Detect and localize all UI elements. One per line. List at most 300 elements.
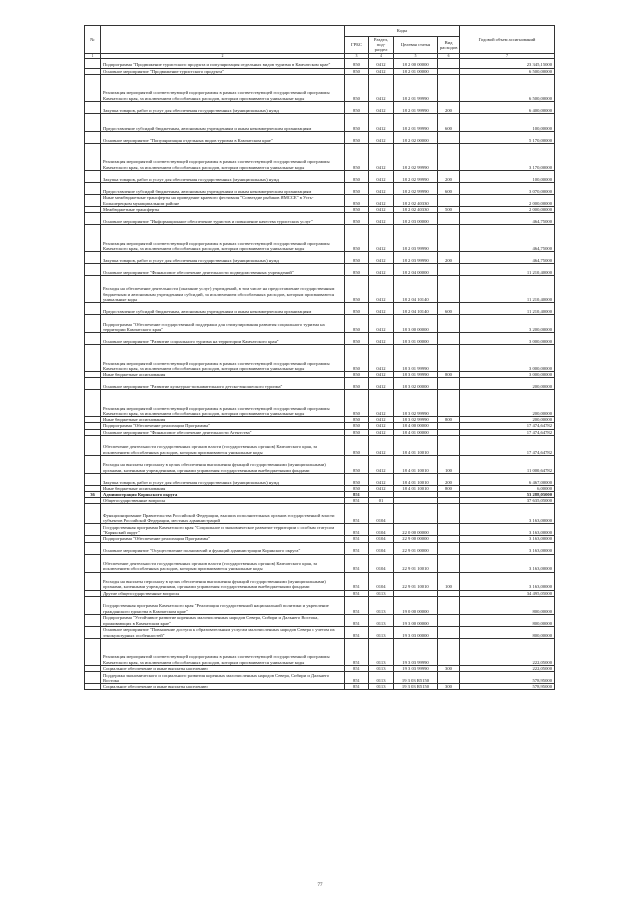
table-row bbox=[85, 614, 555, 626]
row-name-cell: Расходы на выплаты персоналу в целях обеспечения выполнения функций государственными (муниципальными) органами, казенными учреждениями, органами управления государственными внебюджетными фондами bbox=[101, 455, 345, 473]
row-razdel-cell: 0412 bbox=[369, 455, 394, 473]
row-sum-cell: 3 170,00000 bbox=[460, 143, 555, 170]
row-grbs-cell: 850 bbox=[345, 485, 369, 491]
header-grbs: ГРБС bbox=[345, 37, 369, 54]
row-target-article-cell: 18 2 01 00000 bbox=[394, 68, 438, 74]
row-sum-cell: 5 170,00000 bbox=[460, 131, 555, 143]
row-target-article-cell: 19 3 03 99990 bbox=[394, 665, 438, 671]
table-row bbox=[85, 378, 555, 390]
row-razdel-cell: 0412 bbox=[369, 252, 394, 264]
row-name-cell: Иные бюджетные ассигнования bbox=[101, 417, 345, 423]
row-name-cell: Обеспечение деятельности государственных органов власти (государственных органов) Камчатского края, за исключением обособленных расходов, которым присваиваются уникальные коды bbox=[101, 554, 345, 572]
column-number-cell: 4 bbox=[369, 53, 394, 58]
row-razdel-cell: 0412 bbox=[369, 74, 394, 101]
column-number-cell: 3 bbox=[345, 53, 369, 58]
row-razdel-cell: 0412 bbox=[369, 372, 394, 378]
row-grbs-cell: 850 bbox=[345, 435, 369, 455]
row-number-cell bbox=[85, 315, 101, 333]
row-name-cell: Подпрограмма "Устойчивое развитие коренных малочисленных народов Севера, Сибири и Дальнего Востока, проживающих в Камчатском крае" bbox=[101, 614, 345, 626]
row-target-article-cell bbox=[394, 504, 438, 524]
row-target-article-cell: 19 3 03 R5150 bbox=[394, 672, 438, 684]
row-name-cell: Основное мероприятие "Финансовое обеспечение деятельности Агентства" bbox=[101, 429, 345, 435]
table-row bbox=[85, 252, 555, 264]
row-razdel-cell: 0412 bbox=[369, 225, 394, 252]
table-row bbox=[85, 225, 555, 252]
row-target-article-cell: 18 3 01 00000 bbox=[394, 333, 438, 345]
row-sum-cell: 800,00000 bbox=[460, 614, 555, 626]
row-name-cell: Предоставление субсидий бюджетным, автономным учреждениям и иным некоммерческим организациям bbox=[101, 113, 345, 131]
row-expense-type-cell: 200 bbox=[438, 473, 460, 485]
row-sum-cell: 6 400,00000 bbox=[460, 101, 555, 113]
row-grbs-cell: 851 bbox=[345, 492, 369, 498]
row-expense-type-cell bbox=[438, 213, 460, 225]
row-number-cell bbox=[85, 131, 101, 143]
table-row bbox=[85, 333, 555, 345]
row-expense-type-cell bbox=[438, 264, 460, 276]
row-grbs-cell: 851 bbox=[345, 524, 369, 536]
row-grbs-cell: 851 bbox=[345, 542, 369, 554]
row-number-cell bbox=[85, 435, 101, 455]
row-name-cell: Основное мероприятие "Развитие культурно-познавательного детско-юношеского туризма" bbox=[101, 378, 345, 390]
row-sum-cell: 6,00000 bbox=[460, 485, 555, 491]
row-sum-cell: 11 210,40000 bbox=[460, 264, 555, 276]
row-target-article-cell: 18 3 02 99990 bbox=[394, 417, 438, 423]
row-grbs-cell: 850 bbox=[345, 113, 369, 131]
row-name-cell: Подпрограмма "Обеспечение государственной поддержки для стимулирования развития социального туризма на территории Камчатского края" bbox=[101, 315, 345, 333]
row-razdel-cell: 0113 bbox=[369, 626, 394, 638]
table-row bbox=[85, 182, 555, 194]
row-razdel-cell: 0104 bbox=[369, 504, 394, 524]
row-name-cell: Иные межбюджетные трансферты на проведение краевого фестиваля "Созвездие рыбаков ЯМССЕ" в Усть-Большерецком муниципальном районе bbox=[101, 194, 345, 206]
row-grbs-cell: 851 bbox=[345, 672, 369, 684]
row-grbs-cell: 851 bbox=[345, 596, 369, 614]
row-grbs-cell: 850 bbox=[345, 429, 369, 435]
row-sum-cell: 3 000,00000 bbox=[460, 345, 555, 372]
row-target-article-cell: 18 2 01 99990 bbox=[394, 74, 438, 101]
row-razdel-cell: 0412 bbox=[369, 315, 394, 333]
row-razdel-cell: 01 bbox=[369, 498, 394, 504]
row-sum-cell: 37 635,05000 bbox=[460, 498, 555, 504]
row-name-cell: Подпрограмма "Обеспечение реализации Программы" bbox=[101, 536, 345, 542]
row-razdel-cell: 0412 bbox=[369, 345, 394, 372]
row-grbs-cell: 851 bbox=[345, 572, 369, 590]
row-expense-type-cell: 200 bbox=[438, 170, 460, 182]
table-row bbox=[85, 455, 555, 473]
row-target-article-cell: 19 3 00 00000 bbox=[394, 614, 438, 626]
row-sum-cell: 53 288,05000 bbox=[460, 492, 555, 498]
row-name-cell: Основное мероприятие "Повышение доступа к образовательным услугам малочисленных народов Севера с учетом их этнокультурных особенностей" bbox=[101, 626, 345, 638]
row-razdel-cell: 0412 bbox=[369, 182, 394, 194]
row-razdel-cell: 0412 bbox=[369, 485, 394, 491]
row-number-cell bbox=[85, 170, 101, 182]
row-number-cell bbox=[85, 58, 101, 68]
row-grbs-cell: 850 bbox=[345, 213, 369, 225]
row-name-cell: Поддержка экономического и социального развития коренных малочисленных народов Севера, Сибири и Дальнего Востока bbox=[101, 672, 345, 684]
row-target-article-cell: 18 2 04 00000 bbox=[394, 264, 438, 276]
table-row bbox=[85, 213, 555, 225]
row-name-cell: Закупка товаров, работ и услуг для обеспечения государственных (муниципальных) нужд bbox=[101, 101, 345, 113]
row-target-article-cell: 18 3 02 99990 bbox=[394, 390, 438, 417]
row-razdel-cell: 0113 bbox=[369, 590, 394, 596]
row-expense-type-cell bbox=[438, 614, 460, 626]
row-razdel-cell: 0412 bbox=[369, 378, 394, 390]
table-row bbox=[85, 390, 555, 417]
row-name-cell: Социальное обеспечение и иные выплаты населению bbox=[101, 684, 345, 690]
row-razdel-cell: 0113 bbox=[369, 638, 394, 665]
row-name-cell: Основное мероприятие "Развитие социального туризма на территории Камчатского края" bbox=[101, 333, 345, 345]
row-expense-type-cell: 200 bbox=[438, 101, 460, 113]
row-name-cell: Закупка товаров, работ и услуг для обеспечения государственных (муниципальных) нужд bbox=[101, 252, 345, 264]
row-razdel-cell: 0412 bbox=[369, 170, 394, 182]
row-sum-cell: 3 000,00000 bbox=[460, 333, 555, 345]
row-razdel-cell: 0104 bbox=[369, 572, 394, 590]
row-sum-cell: 222,05000 bbox=[460, 638, 555, 665]
row-expense-type-cell bbox=[438, 58, 460, 68]
row-number-cell bbox=[85, 542, 101, 554]
row-grbs-cell: 850 bbox=[345, 225, 369, 252]
row-name-cell: Государственная программа Камчатского края "Реализация государственной национальной политики и укрепление гражданского единства в Камчатском крае" bbox=[101, 596, 345, 614]
row-grbs-cell: 850 bbox=[345, 345, 369, 372]
row-name-cell: Основное мероприятие "Осуществление полномочий и функций администрации Корякского округа" bbox=[101, 542, 345, 554]
row-name-cell: Межбюджетные трансферты bbox=[101, 206, 345, 212]
row-number-cell bbox=[85, 672, 101, 684]
header-expense-type: Вид расходов bbox=[438, 37, 460, 54]
row-number-cell bbox=[85, 225, 101, 252]
table-row bbox=[85, 572, 555, 590]
row-target-article-cell: 18 2 02 99990 bbox=[394, 143, 438, 170]
row-grbs-cell: 851 bbox=[345, 665, 369, 671]
row-grbs-cell: 850 bbox=[345, 182, 369, 194]
row-target-article-cell: 18 2 02 00000 bbox=[394, 131, 438, 143]
row-name-cell: Предоставление субсидий бюджетным, автономным учреждениям и иным некоммерческим организациям bbox=[101, 182, 345, 194]
column-number-cell: 2 bbox=[101, 53, 345, 58]
table-row bbox=[85, 276, 555, 303]
row-sum-cell: 3 163,00000 bbox=[460, 572, 555, 590]
row-sum-cell: 200,00000 bbox=[460, 390, 555, 417]
row-expense-type-cell bbox=[438, 276, 460, 303]
row-number-cell bbox=[85, 596, 101, 614]
row-razdel-cell: 0412 bbox=[369, 435, 394, 455]
row-target-article-cell: 18 2 03 99990 bbox=[394, 225, 438, 252]
row-sum-cell: 578,95000 bbox=[460, 684, 555, 690]
row-number-cell bbox=[85, 554, 101, 572]
row-target-article-cell: 18 2 03 00000 bbox=[394, 213, 438, 225]
table-row bbox=[85, 194, 555, 206]
table-row bbox=[85, 143, 555, 170]
row-expense-type-cell bbox=[438, 672, 460, 684]
row-number-cell bbox=[85, 143, 101, 170]
row-name-cell: Обеспечение деятельности государственных органов власти (государственных органов) Камчатского края, за исключением обособленных расходов, которым присваиваются уникальные коды bbox=[101, 435, 345, 455]
row-expense-type-cell: 500 bbox=[438, 206, 460, 212]
table-row bbox=[85, 626, 555, 638]
row-target-article-cell: 19 3 03 R5150 bbox=[394, 684, 438, 690]
row-number-cell bbox=[85, 182, 101, 194]
row-name-cell: Предоставление субсидий бюджетным, автономным учреждениям и иным некоммерческим организациям bbox=[101, 303, 345, 315]
row-expense-type-cell bbox=[438, 378, 460, 390]
row-expense-type-cell bbox=[438, 131, 460, 143]
row-expense-type-cell: 800 bbox=[438, 485, 460, 491]
row-expense-type-cell bbox=[438, 504, 460, 524]
row-number-cell bbox=[85, 504, 101, 524]
table-row bbox=[85, 554, 555, 572]
table-row bbox=[85, 74, 555, 101]
row-sum-cell: 23 345,15000 bbox=[460, 58, 555, 68]
row-target-article-cell: 22 9 01 10010 bbox=[394, 554, 438, 572]
row-grbs-cell: 851 bbox=[345, 614, 369, 626]
row-expense-type-cell bbox=[438, 315, 460, 333]
budget-table-sheet bbox=[84, 25, 554, 690]
row-target-article-cell: 22 9 01 00000 bbox=[394, 542, 438, 554]
row-target-article-cell: 19 0 00 00000 bbox=[394, 596, 438, 614]
row-sum-cell: 11 210,40000 bbox=[460, 276, 555, 303]
row-target-article-cell: 18 2 03 99990 bbox=[394, 252, 438, 264]
row-sum-cell: 6 467,00000 bbox=[460, 473, 555, 485]
row-sum-cell: 800,00000 bbox=[460, 596, 555, 614]
column-number-cell: 7 bbox=[460, 53, 555, 58]
row-sum-cell: 3 163,00000 bbox=[460, 536, 555, 542]
row-name-cell: Социальное обеспечение и иные выплаты населению bbox=[101, 665, 345, 671]
row-razdel-cell: 0412 bbox=[369, 68, 394, 74]
row-number-cell bbox=[85, 213, 101, 225]
row-name-cell: Закупка товаров, работ и услуг для обеспечения государственных (муниципальных) нужд bbox=[101, 170, 345, 182]
row-sum-cell: 2 000,00000 bbox=[460, 194, 555, 206]
row-razdel-cell: 0113 bbox=[369, 596, 394, 614]
row-grbs-cell: 850 bbox=[345, 276, 369, 303]
row-expense-type-cell bbox=[438, 638, 460, 665]
row-razdel-cell: 0412 bbox=[369, 303, 394, 315]
row-razdel-cell: 0104 bbox=[369, 524, 394, 536]
row-expense-type-cell: 800 bbox=[438, 417, 460, 423]
column-number-cell: 5 bbox=[394, 53, 438, 58]
table-row bbox=[85, 672, 555, 684]
row-name-cell: Функционирование Правительства Российской Федерации, высших исполнительных органов государственной власти субъектов Российской Федерации, местных администраций bbox=[101, 504, 345, 524]
row-grbs-cell: 850 bbox=[345, 74, 369, 101]
table-row bbox=[85, 101, 555, 113]
row-expense-type-cell bbox=[438, 390, 460, 417]
row-name-cell: Реализация мероприятий соответствующей подпрограммы в рамках соответствующей государственной программы Камчатского края, за исключением обособленных расходов, которым присваиваются уникальные коды bbox=[101, 345, 345, 372]
row-sum-cell: 200,00000 bbox=[460, 417, 555, 423]
row-grbs-cell: 850 bbox=[345, 170, 369, 182]
row-grbs-cell: 850 bbox=[345, 378, 369, 390]
row-grbs-cell: 850 bbox=[345, 423, 369, 429]
row-name-cell: Реализация мероприятий соответствующей подпрограммы в рамках соответствующей государственной программы Камчатского края, за исключением обособленных расходов, которым присваиваются уникальные коды bbox=[101, 74, 345, 101]
row-razdel-cell: 0412 bbox=[369, 429, 394, 435]
row-expense-type-cell: 600 bbox=[438, 113, 460, 131]
row-name-cell: Расходы на обеспечение деятельности (оказание услуг) учреждений, в том числе на предоставление государственным бюджетным и автономным учреждениям субсидий, за исключением обособленных расходов, которым присваиваются уникальные коды bbox=[101, 276, 345, 303]
row-sum-cell: 17 474,64782 bbox=[460, 435, 555, 455]
row-grbs-cell: 850 bbox=[345, 333, 369, 345]
table-row bbox=[85, 524, 555, 536]
row-target-article-cell: 18 2 04 10140 bbox=[394, 303, 438, 315]
header-num: № bbox=[85, 26, 101, 54]
row-razdel-cell: 0412 bbox=[369, 276, 394, 303]
row-target-article-cell: 18 2 00 00000 bbox=[394, 58, 438, 68]
row-sum-cell: 200,00000 bbox=[460, 378, 555, 390]
table-row bbox=[85, 303, 555, 315]
row-name-cell: Основное мероприятие "Продвижение туристского продукта" bbox=[101, 68, 345, 74]
row-grbs-cell: 850 bbox=[345, 372, 369, 378]
row-target-article-cell: 22 9 01 10010 bbox=[394, 572, 438, 590]
row-target-article-cell: 18 2 04 10140 bbox=[394, 276, 438, 303]
column-number-cell: 1 bbox=[85, 53, 101, 58]
table-row bbox=[85, 345, 555, 372]
table-row bbox=[85, 473, 555, 485]
row-razdel-cell: 0412 bbox=[369, 131, 394, 143]
row-expense-type-cell: 600 bbox=[438, 182, 460, 194]
row-sum-cell: 3 000,00000 bbox=[460, 372, 555, 378]
row-number-cell bbox=[85, 276, 101, 303]
row-number-cell bbox=[85, 572, 101, 590]
row-expense-type-cell: 600 bbox=[438, 303, 460, 315]
row-grbs-cell: 850 bbox=[345, 58, 369, 68]
row-grbs-cell: 851 bbox=[345, 504, 369, 524]
row-grbs-cell: 850 bbox=[345, 303, 369, 315]
row-razdel-cell: 0412 bbox=[369, 390, 394, 417]
row-target-article-cell: 18 3 02 00000 bbox=[394, 378, 438, 390]
row-grbs-cell: 850 bbox=[345, 101, 369, 113]
row-expense-type-cell bbox=[438, 435, 460, 455]
table-row bbox=[85, 113, 555, 131]
row-number-cell bbox=[85, 455, 101, 473]
row-razdel-cell: 0412 bbox=[369, 333, 394, 345]
row-razdel-cell: 0412 bbox=[369, 101, 394, 113]
row-expense-type-cell bbox=[438, 194, 460, 206]
row-razdel-cell: 0412 bbox=[369, 194, 394, 206]
row-expense-type-cell bbox=[438, 554, 460, 572]
row-sum-cell: 100,00000 bbox=[460, 170, 555, 182]
row-name-cell: Иные бюджетные ассигнования bbox=[101, 485, 345, 491]
row-sum-cell: 464,75000 bbox=[460, 252, 555, 264]
row-sum-cell: 3 200,00000 bbox=[460, 315, 555, 333]
row-name-cell: Реализация мероприятий соответствующей подпрограммы в рамках соответствующей государственной программы Камчатского края, за исключением обособленных расходов, которым присваиваются уникальные коды bbox=[101, 225, 345, 252]
table-body bbox=[85, 58, 555, 690]
row-number-cell bbox=[85, 626, 101, 638]
table-row bbox=[85, 435, 555, 455]
row-number-cell: 36 bbox=[85, 492, 101, 498]
row-target-article-cell: 18 3 01 99990 bbox=[394, 372, 438, 378]
row-target-article-cell: 19 3 03 00000 bbox=[394, 626, 438, 638]
row-target-article-cell: 18 4 00 00000 bbox=[394, 423, 438, 429]
budget-table bbox=[84, 25, 555, 690]
row-razdel-cell: 0412 bbox=[369, 417, 394, 423]
table-row bbox=[85, 504, 555, 524]
row-number-cell bbox=[85, 378, 101, 390]
row-sum-cell: 3 163,00000 bbox=[460, 504, 555, 524]
row-target-article-cell: 18 4 01 00000 bbox=[394, 429, 438, 435]
row-expense-type-cell bbox=[438, 345, 460, 372]
row-expense-type-cell: 300 bbox=[438, 665, 460, 671]
row-sum-cell: 100,00000 bbox=[460, 113, 555, 131]
row-number-cell bbox=[85, 614, 101, 626]
row-sum-cell: 17 474,64782 bbox=[460, 429, 555, 435]
row-target-article-cell: 18 4 01 10010 bbox=[394, 455, 438, 473]
row-expense-type-cell: 800 bbox=[438, 372, 460, 378]
row-razdel-cell: 0104 bbox=[369, 542, 394, 554]
row-razdel-cell: 0412 bbox=[369, 213, 394, 225]
row-grbs-cell: 851 bbox=[345, 536, 369, 542]
row-number-cell bbox=[85, 303, 101, 315]
row-name-cell: Иные бюджетные ассигнования bbox=[101, 372, 345, 378]
row-razdel-cell: 0412 bbox=[369, 113, 394, 131]
table-row bbox=[85, 684, 555, 690]
row-grbs-cell: 850 bbox=[345, 68, 369, 74]
row-sum-cell: 3 070,00000 bbox=[460, 182, 555, 194]
row-target-article-cell: 18 4 01 10010 bbox=[394, 485, 438, 491]
row-sum-cell: 34 495,05000 bbox=[460, 590, 555, 596]
row-number-cell bbox=[85, 524, 101, 536]
row-target-article-cell: 18 3 00 00000 bbox=[394, 315, 438, 333]
table-row bbox=[85, 170, 555, 182]
row-number-cell bbox=[85, 345, 101, 372]
row-razdel-cell: 0412 bbox=[369, 143, 394, 170]
row-grbs-cell: 851 bbox=[345, 638, 369, 665]
row-expense-type-cell bbox=[438, 143, 460, 170]
header-codes-group: Коды bbox=[345, 26, 460, 37]
row-razdel-cell: 0412 bbox=[369, 473, 394, 485]
row-grbs-cell: 851 bbox=[345, 554, 369, 572]
row-grbs-cell: 850 bbox=[345, 131, 369, 143]
row-grbs-cell: 850 bbox=[345, 390, 369, 417]
row-sum-cell: 464,75000 bbox=[460, 213, 555, 225]
row-name-cell: Расходы на выплаты персоналу в целях обеспечения выполнения функций государственными (муниципальными) органами, казенными учреждениями, органами управления государственными внебюджетными фондами bbox=[101, 572, 345, 590]
row-grbs-cell: 850 bbox=[345, 473, 369, 485]
row-target-article-cell: 18 2 02 40330 bbox=[394, 194, 438, 206]
row-name-cell: Общегосударственные вопросы bbox=[101, 498, 345, 504]
row-sum-cell: 3 163,00000 bbox=[460, 524, 555, 536]
row-expense-type-cell: 100 bbox=[438, 455, 460, 473]
row-sum-cell: 578,95000 bbox=[460, 672, 555, 684]
row-razdel-cell: 0412 bbox=[369, 58, 394, 68]
row-number-cell bbox=[85, 684, 101, 690]
row-grbs-cell: 851 bbox=[345, 498, 369, 504]
row-razdel-cell: 0113 bbox=[369, 684, 394, 690]
row-name-cell: Основное мероприятие "Финансовое обеспечение деятельности подведомственных учреждений" bbox=[101, 264, 345, 276]
row-number-cell bbox=[85, 113, 101, 131]
row-grbs-cell: 850 bbox=[345, 417, 369, 423]
row-sum-cell: 3 163,00000 bbox=[460, 554, 555, 572]
table-row bbox=[85, 315, 555, 333]
row-sum-cell: 3 163,00000 bbox=[460, 542, 555, 554]
row-sum-cell: 11 000,64782 bbox=[460, 455, 555, 473]
row-name-cell: Основное мероприятие "Популяризация отдельных видов туризма в Камчатском крае" bbox=[101, 131, 345, 143]
row-name-cell: Администрация Корякского округа bbox=[101, 492, 345, 498]
table-header bbox=[85, 26, 555, 59]
row-grbs-cell: 850 bbox=[345, 206, 369, 212]
row-expense-type-cell bbox=[438, 74, 460, 101]
row-sum-cell: 800,00000 bbox=[460, 626, 555, 638]
table-row bbox=[85, 264, 555, 276]
row-name-cell: Реализация мероприятий соответствующей подпрограммы в рамках соответствующей государственной программы Камчатского края, за исключением обособленных расходов, которым присваиваются уникальные коды bbox=[101, 143, 345, 170]
row-number-cell bbox=[85, 101, 101, 113]
row-number-cell bbox=[85, 194, 101, 206]
row-name-cell: Подпрограмма "Обеспечение реализации Программы" bbox=[101, 423, 345, 429]
row-target-article-cell: 18 3 01 99990 bbox=[394, 345, 438, 372]
table-row bbox=[85, 58, 555, 68]
row-expense-type-cell bbox=[438, 225, 460, 252]
table-row bbox=[85, 638, 555, 665]
row-number-cell bbox=[85, 74, 101, 101]
row-razdel-cell: 0113 bbox=[369, 614, 394, 626]
row-target-article-cell: 18 2 02 99990 bbox=[394, 182, 438, 194]
row-name-cell: Закупка товаров, работ и услуг для обеспечения государственных (муниципальных) нужд bbox=[101, 473, 345, 485]
header-target-article: Целевая статья bbox=[394, 37, 438, 54]
row-razdel-cell: 0412 bbox=[369, 423, 394, 429]
row-name-cell: Реализация мероприятий соответствующей подпрограммы в рамках соответствующей государственной программы Камчатского края, за исключением обособленных расходов, которым присваиваются уникальные коды bbox=[101, 390, 345, 417]
row-target-article-cell: 18 4 01 10010 bbox=[394, 435, 438, 455]
row-razdel-cell: 0104 bbox=[369, 536, 394, 542]
row-razdel-cell: 0113 bbox=[369, 672, 394, 684]
row-grbs-cell: 851 bbox=[345, 684, 369, 690]
